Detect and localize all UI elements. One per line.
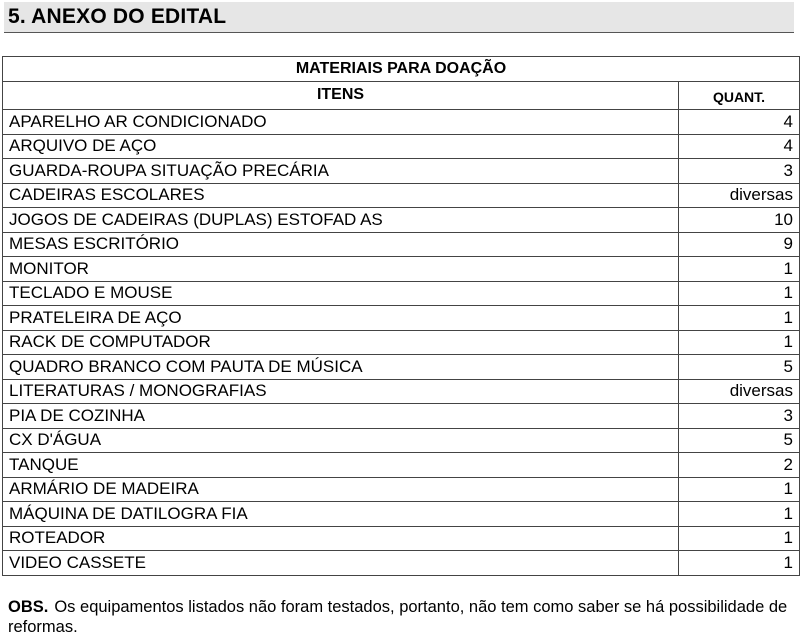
quantity-cell: 1 [679,257,800,282]
item-cell: LITERATURAS / MONOGRAFIAS [3,379,679,404]
item-cell: QUADRO BRANCO COM PAUTA DE MÚSICA [3,355,679,380]
table-title: MATERIAIS PARA DOAÇÃO [3,57,800,82]
item-cell: ARQUIVO DE AÇO [3,134,679,159]
item-cell: APARELHO AR CONDICIONADO [3,110,679,135]
table-row [3,404,800,429]
quantity-cell: 2 [679,453,800,478]
quantity-cell: 9 [679,232,800,257]
quantity-cell: 3 [679,404,800,429]
quantity-cell: 1 [679,477,800,502]
quantity-cell: 1 [679,306,800,331]
item-cell: MÁQUINA DE DATILOGRA FIA [3,502,679,527]
materials-table [2,56,800,576]
item-cell: ROTEADOR [3,526,679,551]
observation-text: Os equipamentos listados não foram testados, portanto, não tem como saber se há possibilidade de reformas. [8,598,788,636]
table-row [3,477,800,502]
quantity-cell: 1 [679,526,800,551]
table-row [3,526,800,551]
table-row [3,232,800,257]
table-row [3,257,800,282]
column-header-items: ITENS [3,81,679,110]
item-cell: CX D'ÁGUA [3,428,679,453]
table-row [3,355,800,380]
table-row [3,281,800,306]
table-row [3,551,800,576]
quantity-cell: 5 [679,355,800,380]
quantity-cell: 4 [679,134,800,159]
item-cell: PRATELEIRA DE AÇO [3,306,679,331]
quantity-cell: 3 [679,159,800,184]
table-row [3,183,800,208]
table-row [3,502,800,527]
quantity-cell: diversas [679,379,800,404]
quantity-cell: 1 [679,281,800,306]
quantity-cell: 1 [679,502,800,527]
observation-label: OBS. [8,598,49,616]
table-row [3,306,800,331]
item-cell: TANQUE [3,453,679,478]
item-cell: RACK DE COMPUTADOR [3,330,679,355]
quantity-cell: 5 [679,428,800,453]
observation-note [8,597,788,637]
item-cell: ARMÁRIO DE MADEIRA [3,477,679,502]
quantity-cell: 4 [679,110,800,135]
item-cell: VIDEO CASSETE [3,551,679,576]
table-title-row [3,57,800,82]
quantity-cell: 10 [679,208,800,233]
table-row [3,428,800,453]
item-cell: JOGOS DE CADEIRAS (DUPLAS) ESTOFAD AS [3,208,679,233]
item-cell: MONITOR [3,257,679,282]
table-header-row [3,81,800,110]
table-row [3,110,800,135]
item-cell: CADEIRAS ESCOLARES [3,183,679,208]
item-cell: GUARDA-ROUPA SITUAÇÃO PRECÁRIA [3,159,679,184]
item-cell: PIA DE COZINHA [3,404,679,429]
item-cell: TECLADO E MOUSE [3,281,679,306]
table-row [3,159,800,184]
table-row [3,330,800,355]
column-header-quantity: QUANT. [679,81,800,110]
table-row [3,453,800,478]
quantity-cell: diversas [679,183,800,208]
section-header [4,2,794,33]
table-row [3,379,800,404]
quantity-cell: 1 [679,330,800,355]
table-row [3,208,800,233]
quantity-cell: 1 [679,551,800,576]
section-title: 5. ANEXO DO EDITAL [8,5,227,28]
table-row [3,134,800,159]
item-cell: MESAS ESCRITÓRIO [3,232,679,257]
